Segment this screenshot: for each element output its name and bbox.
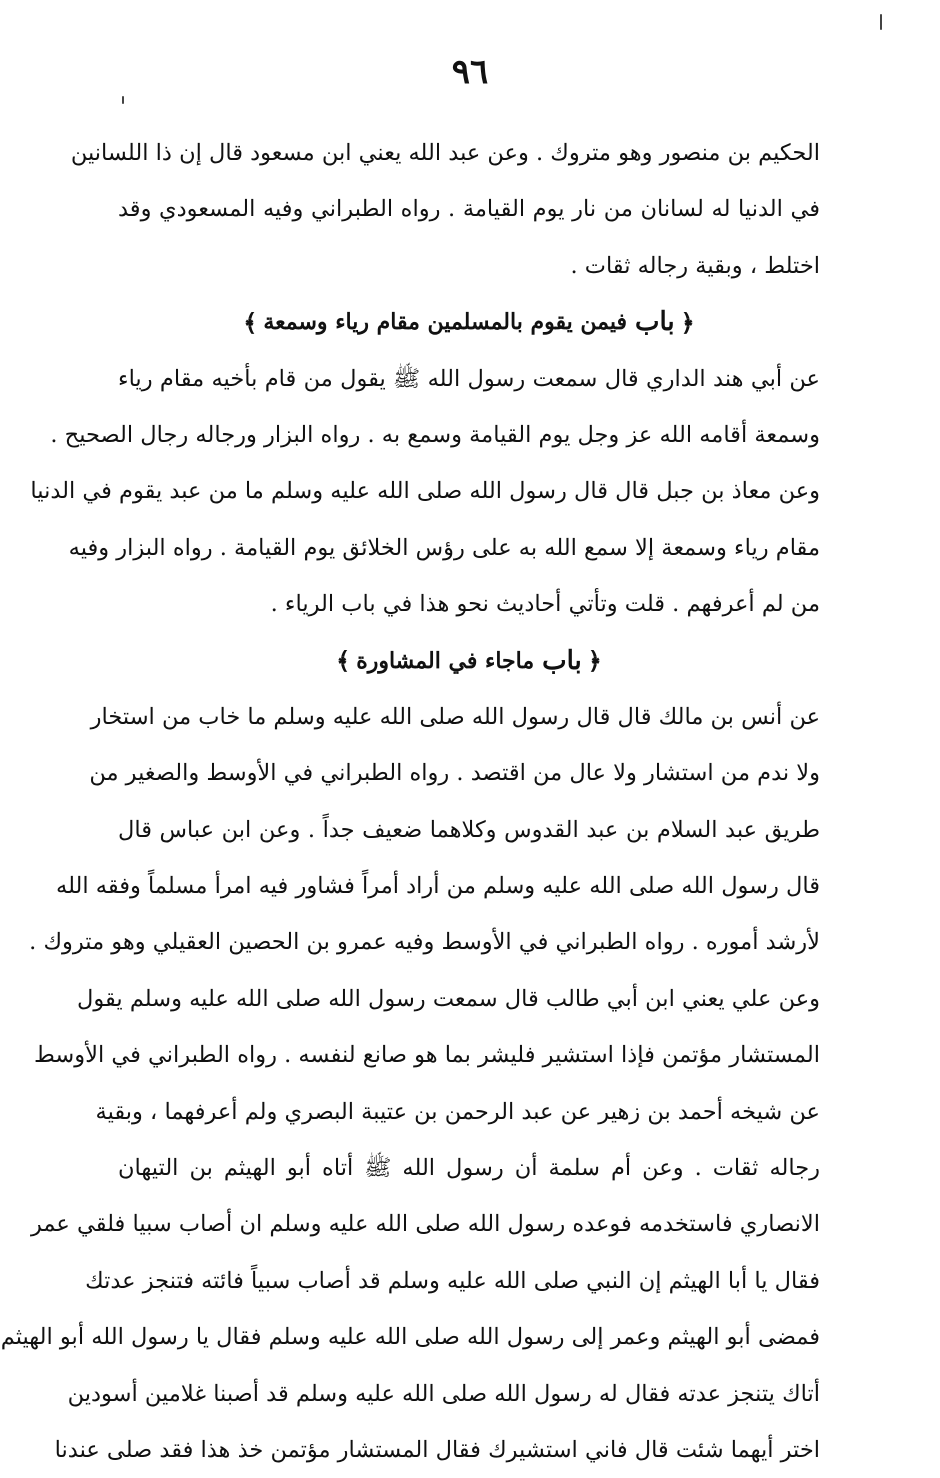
heading-bab-word: باب bbox=[635, 307, 675, 338]
text-line: عن أبي هند الداري قال سمعت رسول الله ﷺ يقول من قام بأخيه مقام رياء bbox=[118, 365, 820, 392]
heading-bracket-open: ﴿ bbox=[680, 307, 695, 337]
page-number: ٩٦ bbox=[451, 52, 489, 92]
text-line: وسمعة أقامه الله عز وجل يوم القيامة وسمع به . رواه البزار ورجاله رجال الصحيح . bbox=[50, 421, 820, 448]
text-line: من لم أعرفهم . قلت وتأتي أحاديث نحو هذا في باب الرياء . bbox=[270, 591, 820, 618]
text-line: المستشار مؤتمن فإذا استشير فليشر بما هو صانع لنفسه . رواه الطبراني في الأوسط bbox=[34, 1042, 820, 1069]
text-line: اختلط ، وبقية رجاله ثقات . bbox=[570, 252, 820, 279]
text-line: عن شيخه أحمد بن زهير عن عبد الرحمن بن عتيبة البصري ولم أعرفهما ، وبقية bbox=[95, 1098, 820, 1125]
text-line: عن أنس بن مالك قال قال رسول الله صلى الله عليه وسلم ما خاب من استخار bbox=[90, 703, 820, 730]
text-line: فمضى أبو الهيثم وعمر إلى رسول الله صلى الله عليه وسلم فقال يا رسول الله أبو الهيثم bbox=[0, 1324, 820, 1351]
text-line: قال رسول الله صلى الله عليه وسلم من أراد أمراً فشاور فيه امرأ مسلماً وفقه الله bbox=[56, 873, 820, 900]
text-line: وعن علي يعني ابن أبي طالب قال سمعت رسول الله صلى الله عليه وسلم يقول bbox=[77, 985, 820, 1012]
chapter-heading bbox=[118, 294, 820, 350]
scan-speck bbox=[880, 14, 882, 30]
scan-speck bbox=[122, 96, 124, 104]
main-text bbox=[0, 125, 820, 1478]
heading-bab-word: باب bbox=[542, 645, 582, 676]
text-line: أتاك يتنجز عدته فقال له رسول الله صلى الله عليه وسلم قد أصبنا غلامين أسودين bbox=[67, 1380, 820, 1407]
heading-title: فيمن يقوم بالمسلمين مقام رياء وسمعة bbox=[263, 309, 627, 336]
heading-bracket-close: ﴾ bbox=[243, 307, 258, 337]
text-line: اختر أيهما شئت قال فاني استشيرك فقال المستشار مؤتمن خذ هذا فقد صلى عندنا bbox=[54, 1436, 820, 1463]
text-line: الانصاري فاستخدمه فوعده رسول الله صلى الله عليه وسلم ان أصاب سبيا فلقي عمر bbox=[30, 1211, 820, 1238]
text-line: مقام رياء وسمعة إلا سمع الله به على رؤس الخلائق يوم القيامة . رواه البزار وفيه bbox=[68, 534, 820, 561]
text-line: طريق عبد السلام بن عبد القدوس وكلاهما ضعيف جداً . وعن ابن عباس قال bbox=[118, 816, 820, 843]
heading-bracket-close: ﴾ bbox=[336, 646, 351, 676]
text-line: لأرشد أموره . رواه الطبراني في الأوسط وفيه عمرو بن الحصين العقيلي وهو متروك . bbox=[29, 929, 820, 956]
chapter-heading bbox=[118, 633, 820, 689]
heading-title: ماجاء في المشاورة bbox=[356, 647, 535, 674]
text-line: ولا ندم من استشار ولا عال من اقتصد . رواه الطبراني في الأوسط والصغير من bbox=[89, 760, 820, 787]
text-line: فقال يا أبا الهيثم إن النبي صلى الله عليه وسلم قد أصاب سبياً فائته فتنجز عدتك bbox=[85, 1267, 820, 1294]
text-line: وعن معاذ بن جبل قال قال رسول الله صلى الله عليه وسلم ما من عبد يقوم في الدنيا bbox=[30, 478, 820, 505]
text-line: الحكيم بن منصور وهو متروك . وعن عبد الله يعني ابن مسعود قال إن ذا اللسانين bbox=[70, 140, 820, 166]
text-line: في الدنيا له لسانان من نار يوم القيامة . رواه الطبراني وفيه المسعودي وقد bbox=[118, 196, 820, 223]
text-line: رجاله ثقات . وعن أم سلمة أن رسول الله ﷺ أتاه أبو الهيثم بن التيهان bbox=[118, 1155, 820, 1182]
heading-bracket-open: ﴿ bbox=[587, 646, 602, 676]
